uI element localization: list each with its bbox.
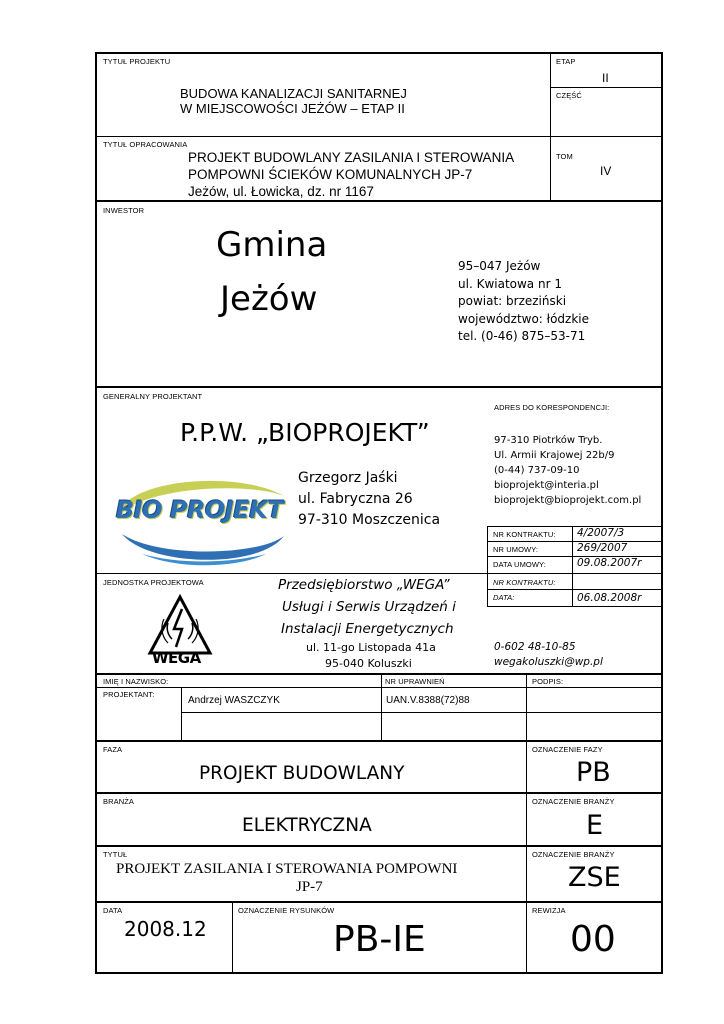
agreement-date-value: 09.08.2007r (577, 557, 642, 569)
divider (487, 606, 662, 607)
project-title-line1: BUDOWA KANALIZACJI SANITARNEJ (180, 86, 407, 101)
investor-address-line: 95–047 Jeżów (458, 259, 541, 273)
agreement-number-value: 269/2007 (577, 542, 628, 554)
project-title-line2: W MIEJSCOWOŚCI JEŻÓW – ETAP II (180, 101, 405, 116)
drawing-title-label: TYTUŁ (103, 850, 128, 859)
general-designer-person: Grzegorz Jaśki (298, 470, 398, 486)
phase-code: PB (576, 757, 611, 788)
designer-license: UAN.V.8388(72)88 (386, 695, 470, 706)
divider (381, 675, 382, 740)
divider (526, 741, 527, 973)
investor-address-line: powiat: brzeziński (458, 294, 567, 308)
design-unit-phone: 0-602 48-10-85 (494, 641, 576, 653)
divider (550, 137, 551, 201)
contract-number-value: 4/2007/3 (577, 527, 625, 539)
divider (181, 688, 182, 740)
designer-name: Andrzej WASZCZYK (188, 695, 280, 706)
general-designer-city: 97-310 Moszczenica (298, 512, 441, 528)
drawing-title-line2: JP-7 (296, 879, 323, 895)
investor-address-line: tel. (0-46) 875–53-71 (458, 329, 586, 343)
drawing-number-label: OZNACZENIE RYSUNKÓW (238, 906, 335, 915)
design-unit-name-line2: Usługi i Serwis Urządzeń i (282, 599, 456, 615)
drawing-title-code: ZSE (568, 862, 621, 893)
divider (487, 589, 662, 590)
study-line3: Jeżów, ul. Łowicka, dz. nr 1167 (188, 184, 374, 199)
divider (572, 574, 573, 607)
investor-address-line: województwo: łódzkie (458, 311, 589, 326)
divider (96, 200, 662, 202)
divider (96, 386, 662, 388)
divider (96, 792, 662, 794)
general-designer-street: ul. Fabryczna 26 (298, 491, 413, 507)
design-unit-email: wegakoluszki@wp.pl (494, 656, 603, 668)
agreement-date-label: DATA UMOWY: (493, 560, 546, 569)
drawing-title-line1: PROJEKT ZASILANIA I STEROWANIA POMPOWNI (116, 861, 458, 877)
study-title-label: TYTUŁ OPRACOWANIA (103, 140, 188, 149)
volume-label: TOM (556, 152, 573, 161)
divider (487, 574, 488, 607)
agreement-number-label: NR UMOWY: (493, 545, 539, 554)
divider (96, 901, 662, 903)
revision-label: REWIZJA (532, 906, 566, 915)
divider (96, 673, 662, 675)
volume-value: IV (600, 164, 612, 178)
investor-name-line2: Jeżów (220, 279, 318, 319)
stage-value: II (602, 71, 609, 85)
project-title-label: TYTUŁ PROJEKTU (103, 57, 171, 66)
divider (232, 903, 233, 973)
correspondence-email: bioprojekt@interia.pl (494, 480, 599, 491)
date-label: DATA (103, 906, 123, 915)
correspondence-email: bioprojekt@bioprojekt.com.pl (494, 495, 642, 506)
general-designer-name: P.P.W. „BIOPROJEKT” (180, 418, 430, 447)
design-unit-name-line3: Instalacji Energetycznych (281, 621, 454, 637)
design-unit-label: JEDNOSTKA PROJEKTOWA (103, 578, 204, 587)
revision-value: 00 (570, 919, 616, 960)
study-line2: POMPOWNI ŚCIEKÓW KOMUNALNYCH JP-7 (188, 167, 473, 182)
correspondence-address (494, 433, 641, 508)
design-unit-street: ul. 11-go Listopada 41a (306, 641, 436, 654)
general-designer-label: GENERALNY PROJEKTANT (103, 392, 203, 401)
date-value: 2008.12 (124, 917, 207, 941)
branch-value: ELEKTRYCZNA (242, 815, 372, 836)
divider (526, 675, 527, 740)
divider (96, 573, 662, 574)
branch-code: E (586, 810, 604, 841)
contract-number-label: NR KONTRAKTU: (493, 530, 556, 539)
divider (96, 845, 662, 847)
stage-label: ETAP (556, 57, 576, 66)
designer-role-label: PROJEKTANT: (103, 690, 155, 699)
design-unit-name-line1: Przedsiębiorstwo „WEGA” (278, 577, 450, 593)
bioprojekt-logo-text: BIO PROJEKT (116, 496, 284, 524)
investor-address (458, 258, 589, 346)
unit-contract-label: NR KONTRAKTU: (493, 578, 556, 587)
drawing-title-code-label: OZNACZENIE BRANŻY (532, 850, 615, 859)
signature-column-label: PODPIS: (532, 677, 564, 686)
general-designer-address (298, 468, 440, 531)
divider (181, 712, 662, 713)
phase-label: FAZA (103, 745, 123, 754)
design-unit-city: 95-040 Koluszki (325, 657, 412, 670)
correspondence-line: (0-44) 737-09-10 (494, 465, 580, 476)
branch-label: BRANŻA (103, 797, 135, 806)
part-label: CZĘŚĆ (556, 91, 582, 100)
study-line1: PROJEKT BUDOWLANY ZASILANIA I STEROWANIA (188, 150, 515, 165)
unit-date-label: DATA: (493, 593, 515, 602)
divider (487, 541, 662, 542)
correspondence-line: Ul. Armii Krajowej 22b/9 (494, 450, 615, 461)
branch-code-label: OZNACZENIE BRANŻY (532, 797, 615, 806)
drawing-number-value: PB-IE (333, 919, 426, 960)
correspondence-line: 97-310 Piotrków Tryb. (494, 435, 603, 446)
unit-date-value: 06.08.2008r (577, 592, 642, 604)
divider (96, 136, 662, 137)
phase-code-label: OZNACZENIE FAZY (532, 745, 603, 754)
correspondence-label: ADRES DO KORESPONDENCJI: (494, 403, 610, 412)
investor-name-line1: Gmina (216, 225, 328, 265)
wega-logo-text: WEGA (152, 649, 201, 667)
license-column-label: NR UPRAWNIEŃ (385, 677, 445, 686)
phase-value: PROJEKT BUDOWLANY (199, 763, 405, 784)
investor-label: INWESTOR (103, 206, 145, 215)
bioprojekt-logo (108, 470, 290, 574)
divider (551, 87, 662, 88)
name-column-label: IMIĘ I NAZWISKO: (103, 677, 169, 686)
divider (96, 740, 662, 742)
divider (550, 53, 551, 137)
investor-address-line: ul. Kwiatowa nr 1 (458, 276, 562, 291)
divider (572, 526, 573, 573)
wega-logo (146, 593, 214, 671)
